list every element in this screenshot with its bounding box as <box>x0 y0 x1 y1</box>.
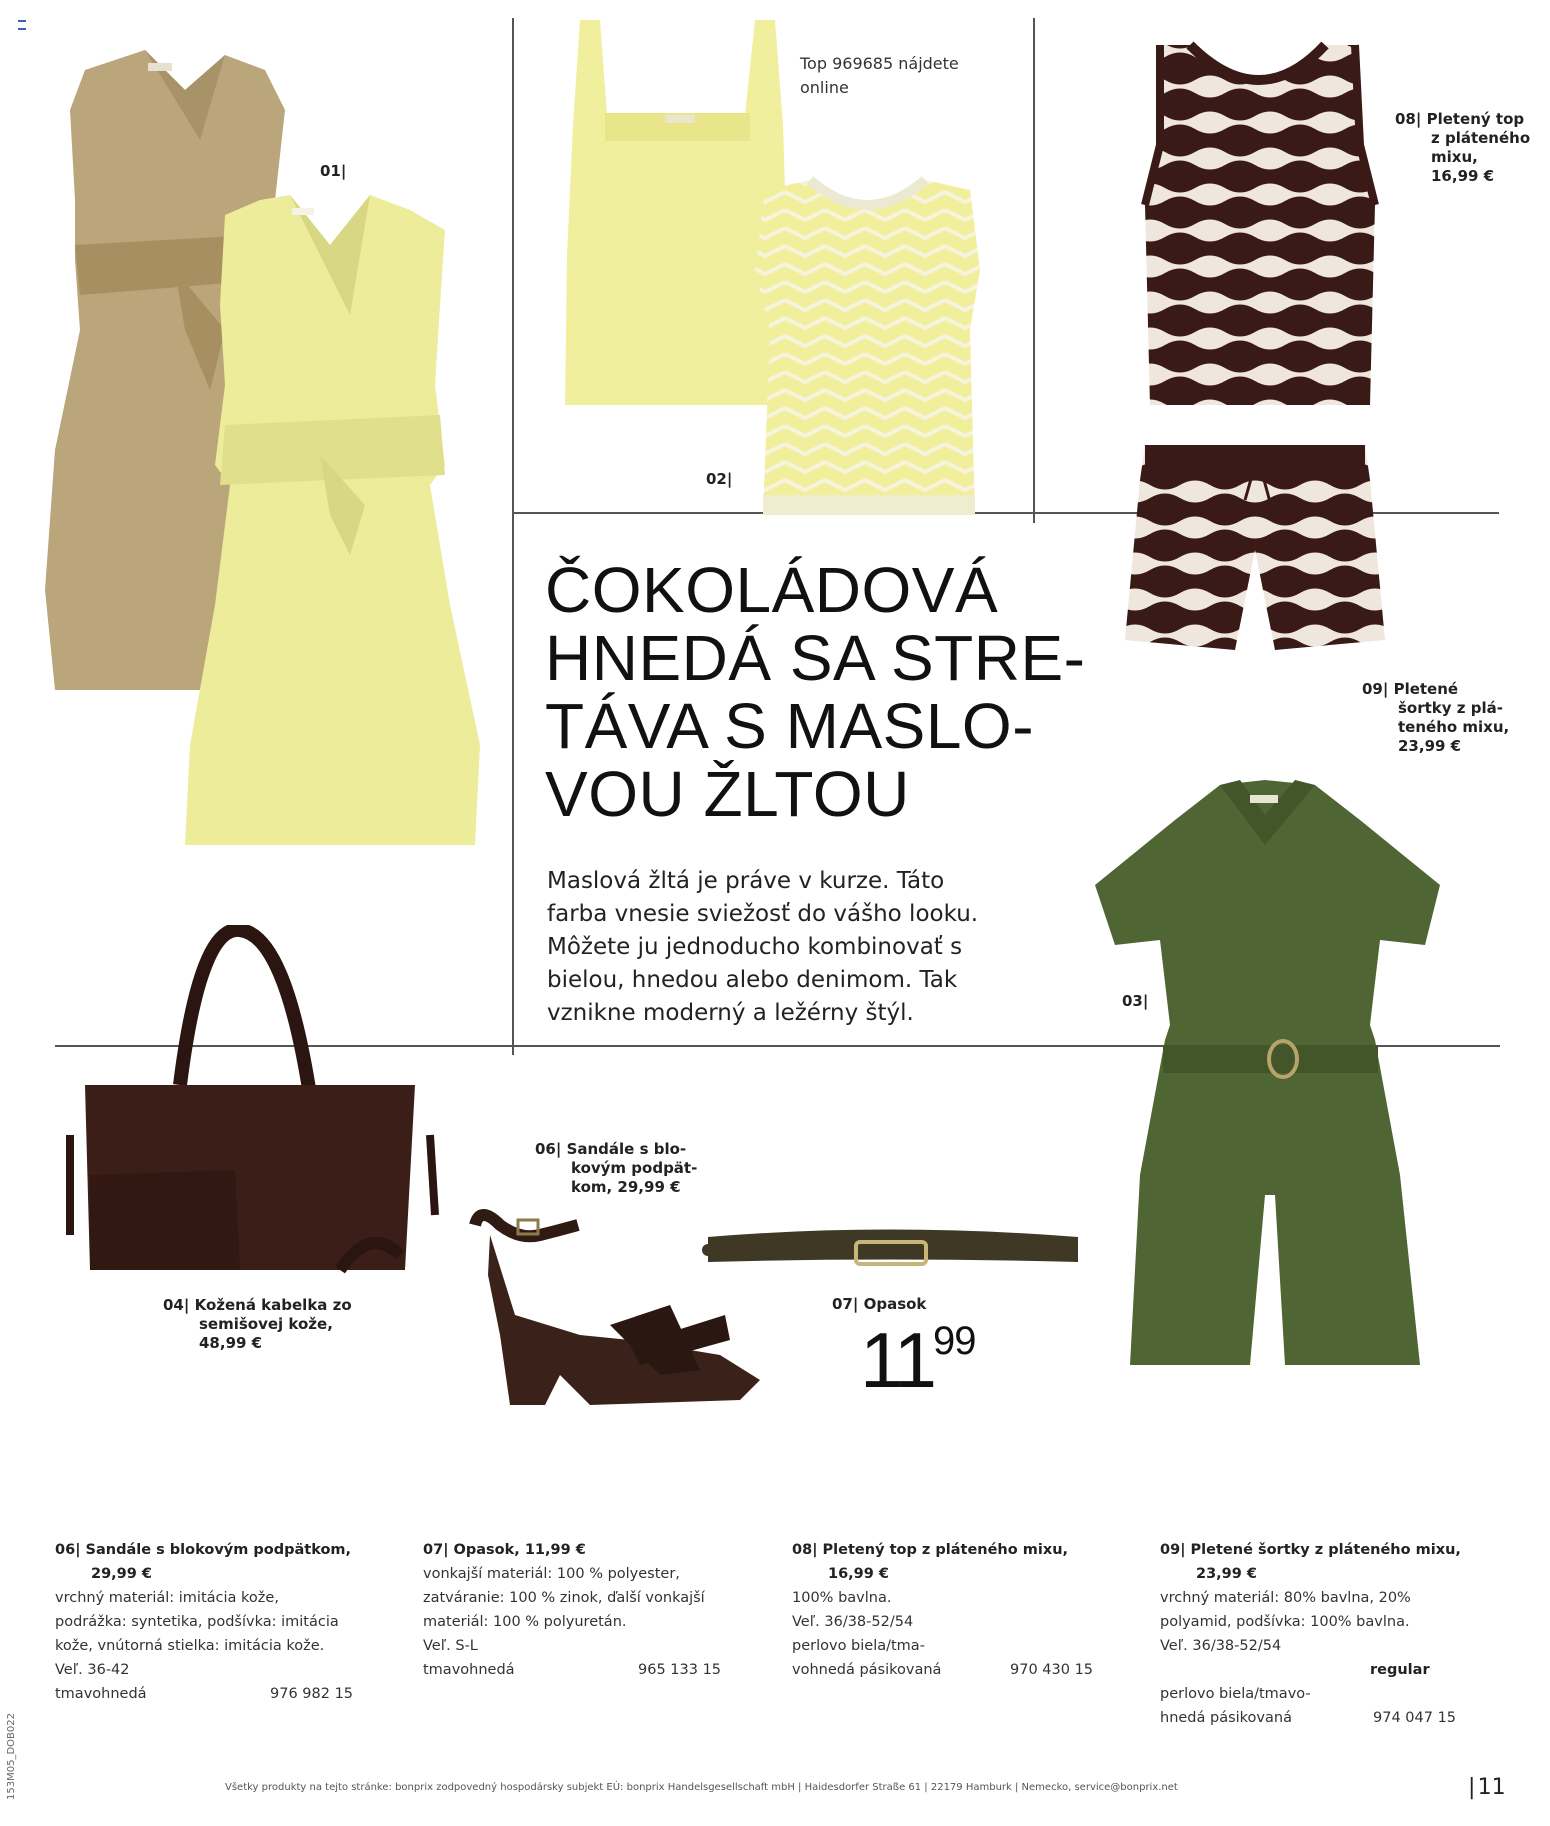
shorts-striped-brown-image <box>1120 440 1390 665</box>
label-06: 06| Sandále s blo- kovým podpät- kom, 29,99 € <box>535 1140 698 1196</box>
top-striped-brown-image <box>1135 35 1385 410</box>
label-02: 02| <box>706 470 733 488</box>
divider-vertical-left <box>512 18 514 1055</box>
headline: ČOKOLÁDOVÁ HNEDÁ SA STRE- TÁVA S MASLO- VOU ŽLTOU <box>545 554 1086 830</box>
label-07: 07| Opasok <box>832 1295 927 1313</box>
side-code: 153M05_DOB022 <box>6 1713 17 1800</box>
product-info-06: 06| Sandále s blokovým podpätkom, 29,99 € vrchný materiál: imitácia kože, podrážka: syntetika, podšívka: imitácia kože, vnútorná stielka: imitácia kože. Veľ. 36-42 tmavohnedá 976 982 15 <box>55 1542 354 1702</box>
product-info-07: 07| Opasok, 11,99 € vonkajší materiál: 100 % polyester, zatváranie: 100 % zinok, ďalší vonkajší materiál: 100 % polyuretán. Veľ. S-L tmavohnedá 965 133 15 <box>423 1542 722 1678</box>
page-number: | 11 <box>1468 1775 1506 1800</box>
legal-footer: Všetky produkty na tejto stránke: bonprix zodpovedný hospodársky subjekt EÚ: bonprix Handelsgesellschaft mbH | Haidesdorfer Straße 61 | 22179 Hamburk | Nemecko, service@bonprix.net <box>225 1782 1178 1793</box>
bag-brown-image <box>50 925 445 1280</box>
top-yellow-striped-image <box>745 170 990 530</box>
label-01: 01| <box>320 162 347 180</box>
online-note: Top 969685 nájdete online <box>800 54 959 97</box>
label-08: 08| Pletený top z pláteného mixu, 16,99 € <box>1395 110 1531 185</box>
divider-vertical-right <box>1033 18 1035 523</box>
label-04: 04| Kožená kabelka zo semišovej kože, 48,99 € <box>163 1296 352 1352</box>
belt-brown-image <box>698 1222 1083 1277</box>
product-info-09: 09| Pletené šortky z pláteného mixu, 23,99 € vrchný materiál: 80% bavlna, 20% polyamid, podšívka: 100% bavlna. Veľ. 36/38-52/54 regular perlovo biela/tmavo- hnedá pásikovaná 974 047 15 <box>1160 1542 1461 1726</box>
belt-big-price: $11^{99}$ <box>860 1316 976 1404</box>
jumpsuit-green-image <box>1095 775 1440 1370</box>
intro-text: Maslová žltá je práve v kurze. Táto farba vnesie sviežosť do vášho looku. Môžete ju jednoducho kombinovať s bielou, hnedou alebo denimom. Tak vznikne moderný a ležérny štýl. <box>547 868 979 1026</box>
product-info-08: 08| Pletený top z pláteného mixu, 16,99 € 100% bavlna. Veľ. 36/38-52/54 perlovo biela/tma- vohnedá pásikovaná 970 430 15 <box>792 1542 1094 1678</box>
label-03: 03| <box>1122 992 1149 1010</box>
label-09: 09| Pletené šortky z plá- teného mixu, 23,99 € <box>1362 680 1510 755</box>
corner-mark <box>18 20 26 30</box>
dress-yellow-image <box>180 185 480 860</box>
